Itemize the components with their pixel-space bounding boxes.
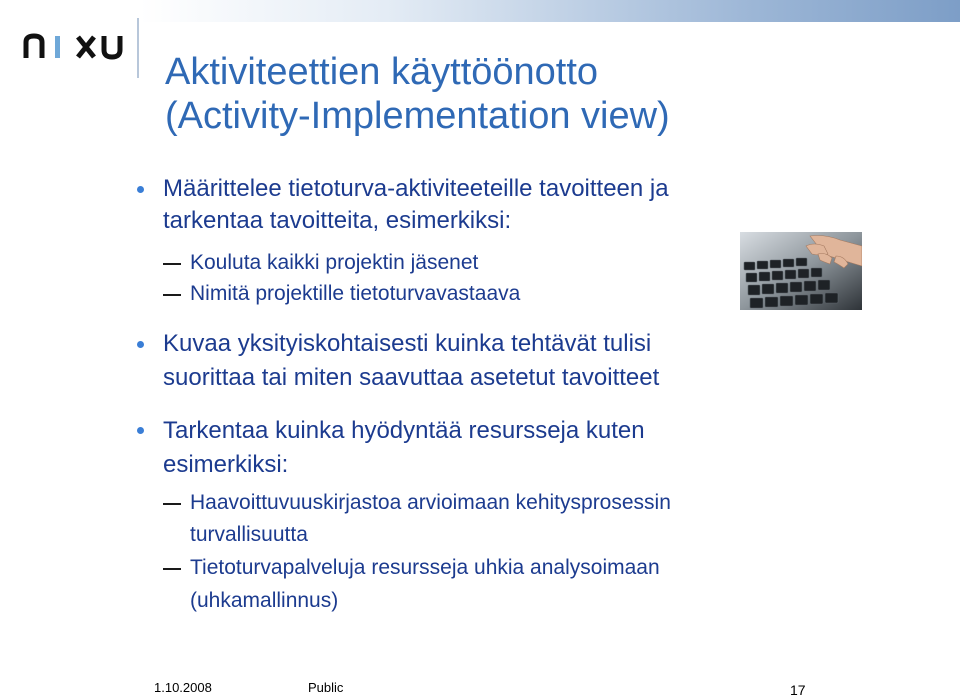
sub-item-3-1-line-2: turvallisuutta (190, 523, 308, 546)
sub-item-3-2-line-2: (uhkamallinnus) (190, 589, 339, 612)
bullet-dot (137, 427, 144, 434)
sub-dash (163, 568, 181, 570)
keyboard-typing-photo (740, 232, 862, 310)
bullet-1-line-1: Määrittelee tietoturva-aktiviteeteille tavoitteen ja (163, 175, 669, 202)
bullet-3-line-1: Tarkentaa kuinka hyödyntää resursseja kuten (163, 417, 645, 444)
bullet-1-line-2: tarkentaa tavoitteita, esimerkiksi: (163, 207, 512, 234)
footer-date: 1.10.2008 (154, 680, 212, 695)
sub-dash (163, 294, 181, 296)
sub-dash (163, 503, 181, 505)
sub-item-3-2-line-1: Tietoturvapalveluja resursseja uhkia analysoimaan (190, 556, 660, 579)
title-line-1: Aktiviteettien käyttöönotto (165, 51, 599, 93)
sub-item-1-2: Nimitä projektille tietoturvavastaava (190, 282, 521, 305)
bullet-2-line-2: suorittaa tai miten saavuttaa asetetut tavoitteet (163, 364, 660, 391)
bullet-2-line-1: Kuvaa yksityiskohtaisesti kuinka tehtävät tulisi (163, 330, 652, 357)
bullet-dot (137, 186, 144, 193)
sub-dash (163, 263, 181, 265)
title-line-2: (Activity-Implementation view) (165, 95, 670, 137)
page-number: 17 (790, 682, 806, 698)
bullet-3-line-2: esimerkiksi: (163, 451, 289, 478)
sub-item-1-1: Kouluta kaikki projektin jäsenet (190, 251, 479, 274)
bullet-dot (137, 341, 144, 348)
sub-item-3-1-line-1: Haavoittuvuuskirjastoa arvioimaan kehitysprosessin (190, 491, 671, 514)
footer-classification: Public (308, 680, 344, 695)
